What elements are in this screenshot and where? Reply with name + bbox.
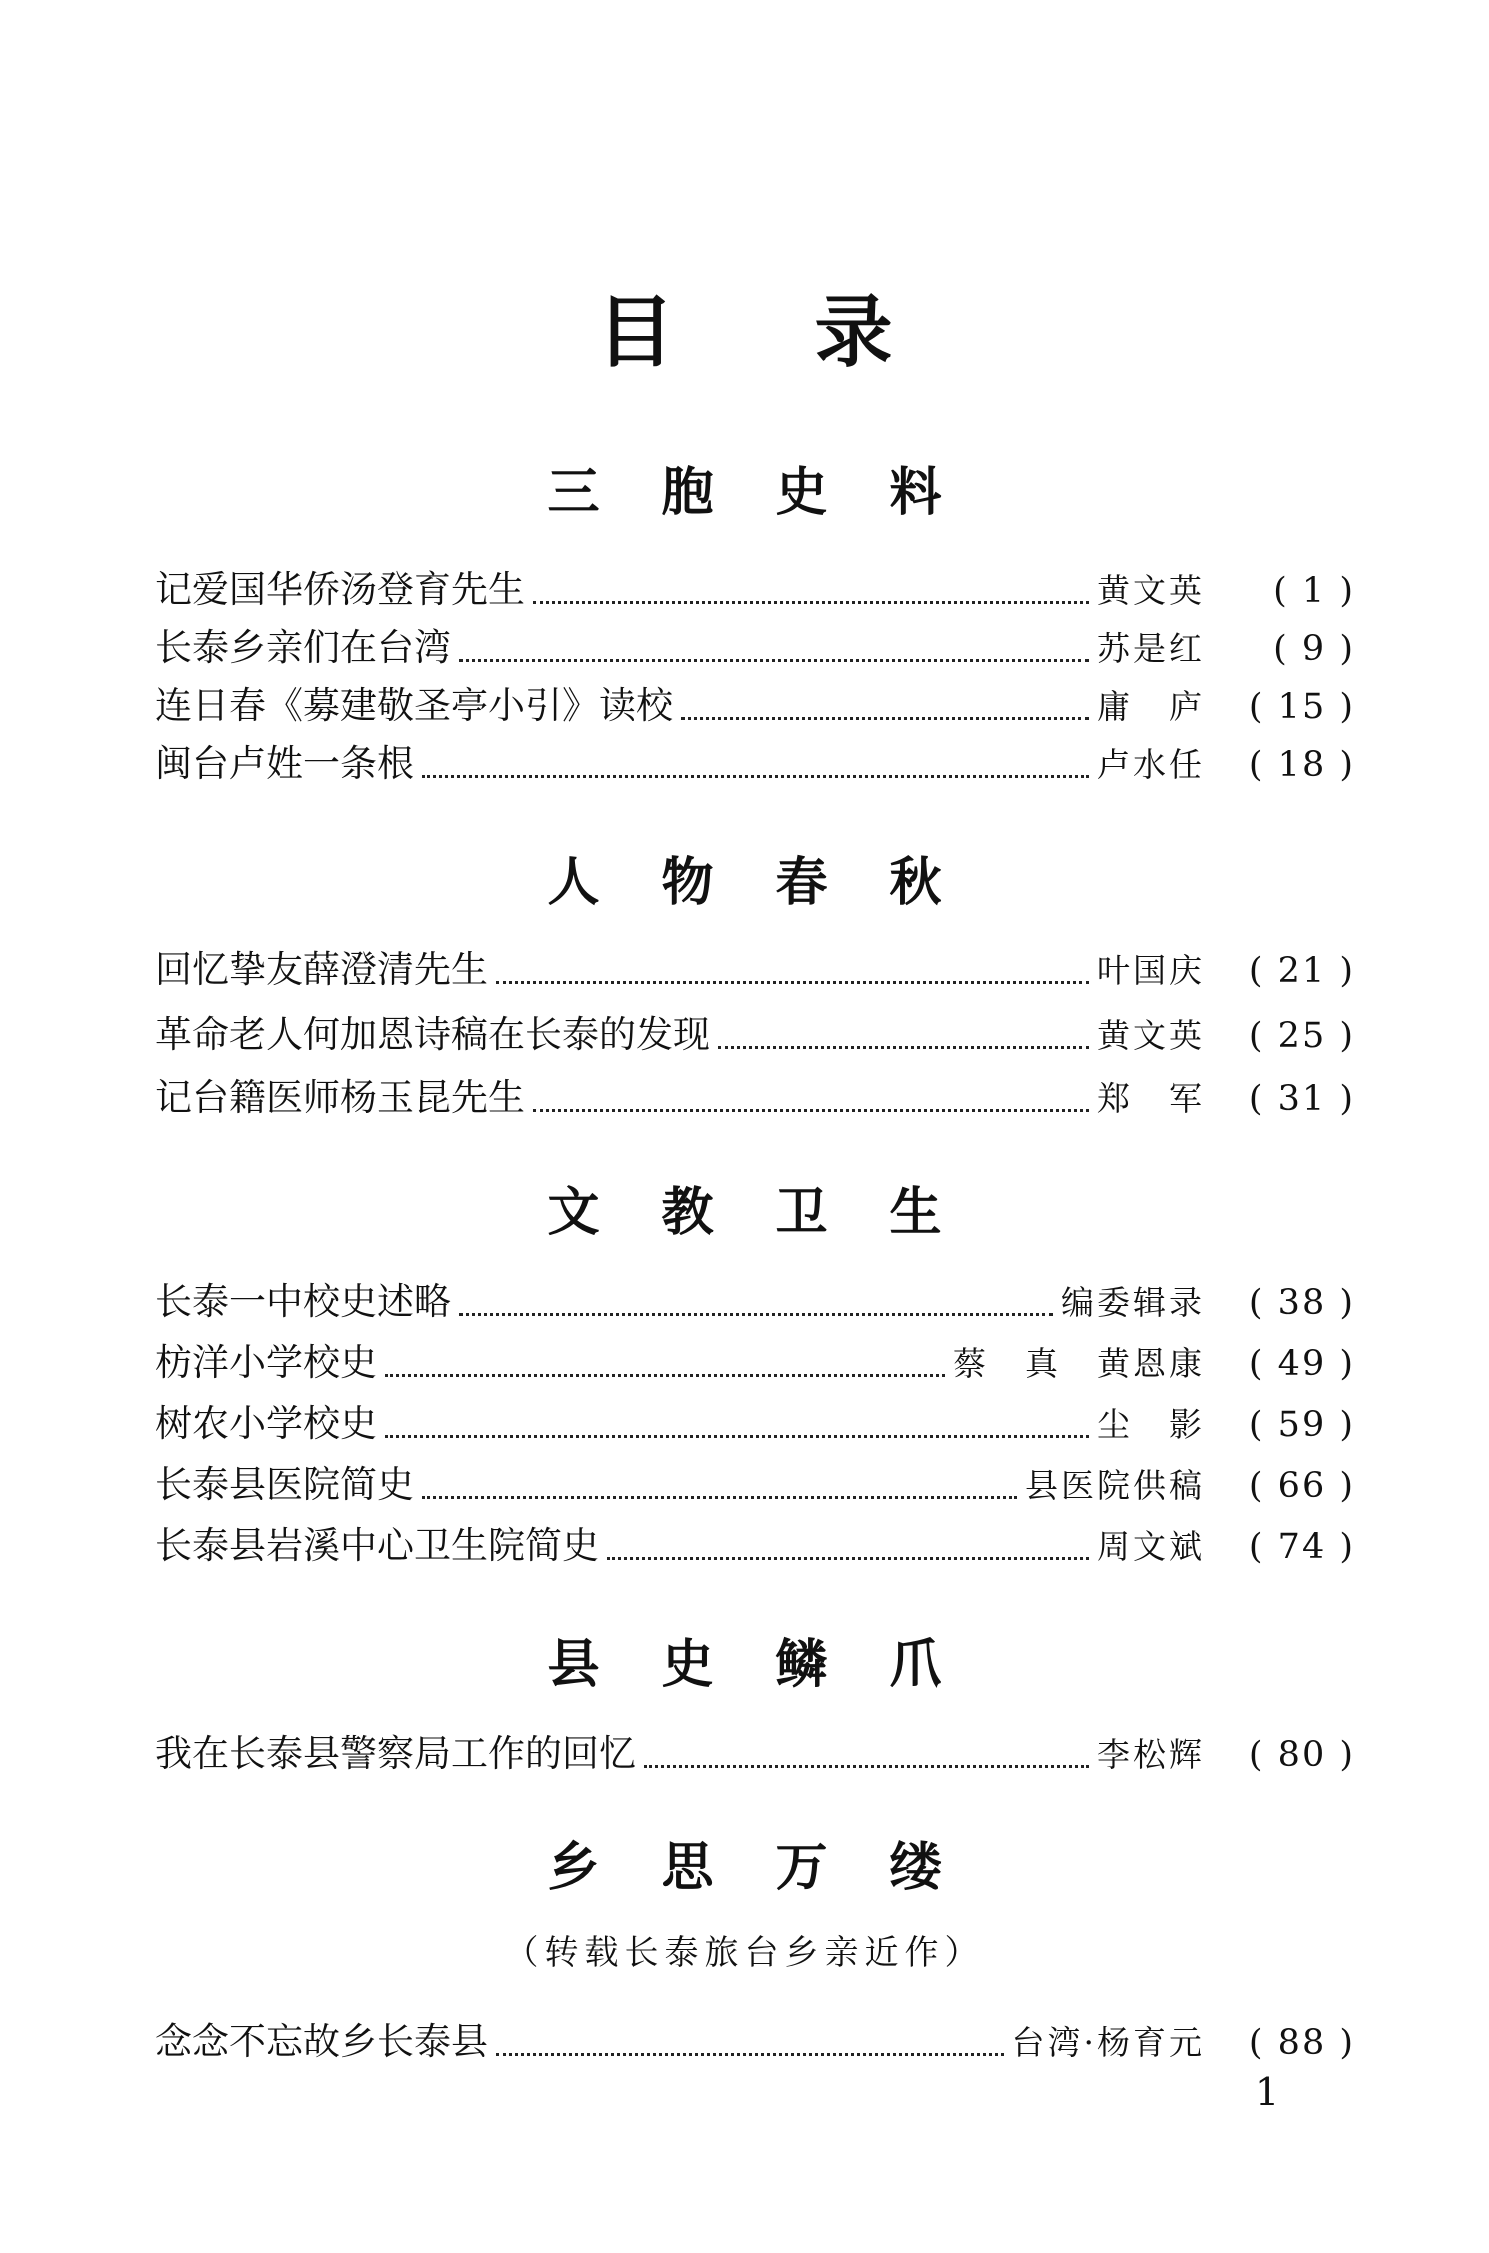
entry-author: 台湾·杨育元 (1011, 2023, 1205, 2062)
entry-page: ( 80 ) (1248, 1735, 1355, 1775)
entry-author: 黄文英 (1097, 1016, 1205, 1055)
entry-author: 庸 庐 (1097, 687, 1205, 726)
entry-title: 连日春《募建敬圣亭小引》读校 (155, 684, 673, 727)
entry-author: 叶国庆 (1097, 951, 1205, 990)
dot-leader (496, 2053, 1004, 2056)
entry-title: 革命老人何加恩诗稿在长泰的发现 (155, 1013, 710, 1056)
entry-page: ( 74 ) (1248, 1527, 1355, 1567)
entry-author: 卢水任 (1097, 745, 1205, 784)
toc-entry (155, 1724, 1355, 1784)
entry-title: 记爱国华侨汤登育先生 (155, 568, 525, 611)
entry-page: ( 38 ) (1248, 1283, 1355, 1323)
entry-author: 郑 军 (1097, 1079, 1205, 1118)
entry-page: ( 66 ) (1248, 1466, 1355, 1506)
entry-page: ( 49 ) (1248, 1344, 1355, 1384)
section-heading: 乡思万缕 (547, 1838, 1004, 1898)
entry-author: 蔡 真 黄恩康 (953, 1344, 1205, 1383)
section-heading: 文教卫生 (547, 1183, 1004, 1243)
entry-author: 黄文英 (1097, 571, 1205, 610)
toc-entry (155, 1516, 1355, 1576)
entry-title: 念念不忘故乡长泰县 (155, 2020, 488, 2063)
dot-leader (607, 1557, 1089, 1560)
entry-title: 我在长泰县警察局工作的回忆 (155, 1732, 636, 1775)
dot-leader (385, 1435, 1089, 1438)
toc-entry (155, 1005, 1355, 1065)
entry-author: 尘 影 (1097, 1405, 1205, 1444)
dot-leader (718, 1046, 1089, 1049)
entry-page: ( 25 ) (1248, 1016, 1355, 1056)
entry-title: 长泰乡亲们在台湾 (155, 626, 451, 669)
toc-entry (155, 940, 1355, 1000)
toc-entry (155, 1455, 1355, 1515)
dot-leader (533, 601, 1089, 604)
entry-title: 记台籍医师杨玉昆先生 (155, 1076, 525, 1119)
toc-entry (155, 1394, 1355, 1454)
dot-leader (422, 775, 1089, 778)
entry-author: 苏是红 (1097, 629, 1205, 668)
entry-author: 编委辑录 (1061, 1283, 1205, 1322)
entry-author: 周文斌 (1097, 1527, 1205, 1566)
entry-page: ( 31 ) (1248, 1079, 1355, 1119)
dot-leader (644, 1765, 1089, 1768)
entry-title: 树农小学校史 (155, 1402, 377, 1445)
dot-leader (681, 717, 1089, 720)
toc-entry (155, 1333, 1355, 1393)
entry-page: ( 15 ) (1248, 687, 1355, 727)
entry-title: 回忆挚友薛澄清先生 (155, 948, 488, 991)
page-number: 1 (1255, 2070, 1280, 2114)
entry-author: 县医院供稿 (1025, 1466, 1205, 1505)
entry-page: ( 59 ) (1248, 1405, 1355, 1445)
dot-leader (385, 1374, 945, 1377)
entry-page: ( 18 ) (1248, 745, 1355, 785)
section-note: （转载长泰旅台乡亲近作） (504, 1933, 985, 1973)
toc-entry (155, 618, 1355, 678)
entry-page: ( 9 ) (1273, 629, 1355, 669)
entry-title: 闽台卢姓一条根 (155, 742, 414, 785)
toc-entry (155, 2012, 1355, 2072)
dot-leader (533, 1109, 1089, 1112)
page-title: 目录 (596, 288, 1033, 378)
toc-entry (155, 1272, 1355, 1332)
entry-title: 长泰县医院简史 (155, 1463, 414, 1506)
section-heading: 人物春秋 (547, 853, 1004, 913)
section-heading: 三胞史料 (547, 463, 1004, 523)
entry-author: 李松辉 (1097, 1735, 1205, 1774)
toc-entry (155, 560, 1355, 620)
toc-entry (155, 1068, 1355, 1128)
toc-entry (155, 734, 1355, 794)
entry-page: ( 1 ) (1273, 571, 1355, 611)
section-heading: 县史鳞爪 (547, 1635, 1004, 1695)
entry-title: 长泰一中校史述略 (155, 1280, 451, 1323)
entry-page: ( 88 ) (1248, 2023, 1355, 2063)
toc-entry (155, 676, 1355, 736)
dot-leader (459, 1313, 1053, 1316)
dot-leader (422, 1496, 1017, 1499)
entry-title: 长泰县岩溪中心卫生院简史 (155, 1524, 599, 1567)
dot-leader (459, 659, 1089, 662)
entry-page: ( 21 ) (1248, 951, 1355, 991)
entry-title: 枋洋小学校史 (155, 1341, 377, 1384)
dot-leader (496, 981, 1089, 984)
